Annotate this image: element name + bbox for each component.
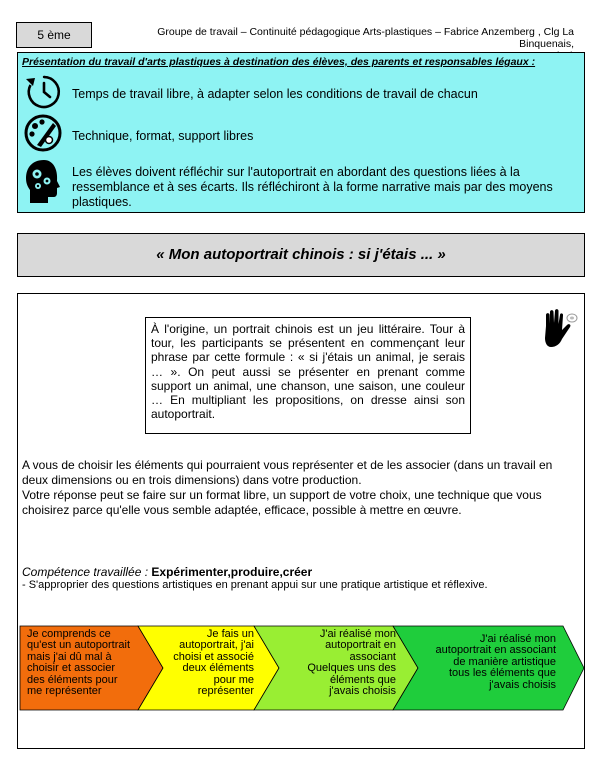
step-line: autoportrait en: [325, 639, 396, 652]
instruction-paragraph-1: [22, 458, 582, 487]
paragraph-line: A vous de choisir les éléments qui pourraient vous représenter et de les associer (dans un travail en: [22, 458, 553, 472]
presentation-title: Présentation du travail d'arts plastiques à destination des élèves, des parents et responsables légaux :: [22, 56, 536, 68]
step-line: autoportrait, j'ai: [179, 639, 254, 652]
clock-icon: [24, 73, 64, 111]
presentation-panel: [17, 52, 585, 213]
main-panel: [17, 293, 585, 749]
step-line: représenter: [197, 685, 254, 698]
evaluation-step-1: [27, 629, 130, 697]
step-line: Quelques uns des: [307, 662, 396, 675]
competence-value: Expérimenter,produire,créer: [151, 565, 313, 579]
step-line: j'avais choisis: [329, 685, 396, 698]
step-line: de manière artistique: [453, 655, 556, 668]
step-line: associant: [349, 650, 396, 663]
presentation-item-technique: [72, 129, 253, 144]
step-line: Je fais un: [206, 628, 254, 640]
grade-badge: 5 ème: [16, 22, 92, 48]
competence-description: - S'approprier des questions artistiques en prenant appui sur une pratique artistique et réflexive.: [22, 579, 488, 591]
step-line: pour me: [213, 673, 254, 686]
paragraph-line: deux dimensions ou en trois dimensions) dans votre production.: [22, 472, 362, 487]
step-line: J'ai réalisé mon: [479, 633, 556, 645]
step-line: autoportrait en associant: [435, 644, 556, 657]
step-line: éléments que: [329, 673, 396, 686]
step-line: j'avais choisis: [489, 678, 556, 691]
definition-box: À l'origine, un portrait chinois est un jeu littéraire. Tour à tour, les participants se présentent en commençant leur phrase par cette formule : « si j'étais un animal, je serais … ». On peut aussi se présenter en prenant comme support un animal, une chanson, une saison, une couleur … En multipliant les propositions, on dresse ainsi son autoportrait.: [145, 317, 471, 434]
header-line-1: Groupe de travail – Continuité pédagogique Arts-plastiques – Fabrice Anzemberg , Clg La Binquenais,: [157, 26, 574, 50]
raised-hand-icon: [538, 306, 582, 352]
step-line: me représenter: [27, 685, 102, 698]
step-line: tous les éléments que: [448, 667, 556, 680]
presentation-item-line: Les élèves doivent réfléchir sur l'autoportrait en abordant des questions liées à la: [72, 165, 520, 179]
presentation-item-line: Technique, format, support libres: [72, 129, 254, 143]
instruction-paragraph-2: [22, 488, 582, 517]
evaluation-step-4: [420, 634, 556, 691]
presentation-item-reflection: [72, 165, 553, 210]
competence-heading: [22, 565, 312, 579]
step-line: deux éléments: [182, 662, 254, 675]
step-line: J'ai réalisé mon: [319, 628, 396, 640]
presentation-item-line: plastiques.: [72, 195, 132, 209]
step-line: des éléments pour: [27, 673, 118, 686]
step-line: choisi et associé: [173, 650, 254, 663]
step-line: mais j'ai dû mal à: [27, 650, 112, 663]
paragraph-line: Votre réponse peut se faire sur un format libre, un support de votre choix, une technique que vous: [22, 488, 542, 502]
assignment-title: « Mon autoportrait chinois : si j'étais ... »: [156, 246, 446, 263]
evaluation-step-2: [166, 629, 254, 697]
presentation-item-time: [72, 87, 478, 102]
step-line: qu'est un autoportrait: [27, 639, 131, 652]
step-line: choisir et associer: [27, 662, 116, 675]
step-line: Je comprends ce: [27, 628, 111, 640]
paragraph-line: choisirez parce qu'elle vous semble adaptée, efficace, possible à mettre en œuvre.: [22, 502, 462, 517]
head-gears-icon: [22, 157, 64, 205]
evaluation-step-3: [280, 629, 396, 697]
palette-brush-icon: [23, 113, 63, 153]
presentation-item-line: ressemblance et à ses écarts. Ils réfléchiront à la forme narrative mais par des moyens: [72, 180, 553, 194]
title-banner: [17, 233, 585, 277]
competence-label: Compétence travaillée :: [22, 565, 152, 579]
presentation-item-line: Temps de travail libre, à adapter selon les conditions de travail de chacun: [72, 87, 478, 101]
